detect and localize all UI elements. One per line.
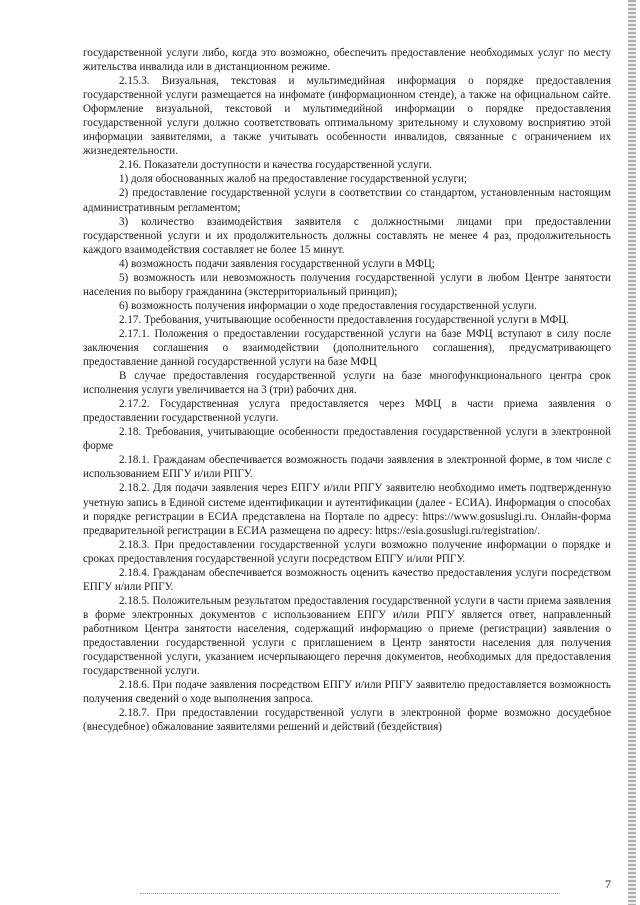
paragraph: 4) возможность подачи заявления государственной услуги в МФЦ; bbox=[119, 257, 435, 270]
paragraph: 2) предоставление государственной услуги в соответствии со стандартом, установленным настоящим административным регламентом; bbox=[83, 187, 611, 214]
paragraph: 2.18.5. Положительным результатом предоставления государственной услуги в части приема заявления в форме электронных документов с использованием ЕПГУ и/или РПГУ является ответ, направленный работником Центра занятости населения, содержащий информацию о приеме (регистрации) заявления о предоставлении государственной услуги с приглашением в Центр занятости населения для получения государственной услуги, указанием исчерпывающего перечня документов, необходимых для предоставления государственной услуги. bbox=[83, 594, 611, 678]
paragraph: 2.18.1. Гражданам обеспечивается возможность подачи заявления в электронной форме, в том числе с использованием ЕПГУ и/или РПГУ. bbox=[83, 454, 611, 481]
scan-edge-artifact bbox=[628, 0, 636, 905]
paragraph: 3) количество взаимодействия заявителя с должностными лицами при предоставлении государственной услуги и их продолжительность должны составлять не менее 4 раз, продолжительность каждого взаимодействия составляет не более 15 минут. bbox=[83, 215, 611, 256]
paragraph: 2.16. Показатели доступности и качества государственной услуги. bbox=[119, 159, 432, 172]
paragraph: 2.18.6. При подаче заявления посредством ЕПГУ и/или РПГУ заявителю предоставляется возможность получения сведений о ходе выполнения запроса. bbox=[83, 679, 611, 706]
paragraph: В случае предоставления государственной услуги на базе многофункционального центра срок исполнения услуги увеличивается на 3 (три) рабочих дня. bbox=[83, 370, 611, 397]
paragraph: 5) возможность или невозможность получения государственной услуги в любом Центре занятости населения по выбору гражданина (экстерриториальный принцип); bbox=[83, 271, 611, 298]
paragraph: 2.17.1. Положения о предоставлении государственной услуги на базе МФЦ вступают в силу после заключения соглашения о взаимодействии (дополнительного соглашения), предусматривающего предоставление данной государственной услуги на базе МФЦ bbox=[83, 327, 611, 369]
page-number: 7 bbox=[605, 877, 611, 891]
paragraph: 2.17. Требования, учитывающие особенности предоставления государственной услуги в МФЦ. bbox=[119, 313, 570, 326]
paragraph: 2.18.7. При предоставлении государственной услуги в электронной форме возможно досудебное (внесудебное) обжалование заявителями решений и действий (бездействия) bbox=[83, 707, 611, 734]
paragraph: 6) возможность получения информации о ходе предоставления государственной услуги. bbox=[119, 299, 537, 312]
paragraph: 2.17.2. Государственная услуга предоставляется через МФЦ в части приема заявления о предоставлении государственной услуги. bbox=[83, 398, 611, 425]
paragraph: 2.18.3. При предоставлении государственной услуги возможно получение информации о порядке и сроках предоставления государственной услуги посредством ЕПГУ и/или РПГУ. bbox=[83, 538, 611, 565]
paragraph: государственной услуги либо, когда это возможно, обеспечить предоставление необходимых услуг по месту жительства инвалида или в дистанционном режиме. bbox=[83, 47, 611, 74]
paragraph: 2.15.3. Визуальная, текстовая и мультимедийная информация о порядке предоставления государственной услуги размещается на инфомате (информационном стенде), а также на официальном сайте. Оформление визуальной, текстовой и мультимедийной информации о порядке предоставления государственной услуги должно соответствовать оптимальному зрительному и слуховому восприятию этой информации заявителями, а также учитывать особенности инвалидов, связанные с ограничением их жизнедеятельности. bbox=[83, 75, 611, 158]
paragraph: 1) доля обоснованных жалоб на предоставление государственной услуги; bbox=[119, 173, 468, 186]
body-text bbox=[83, 46, 611, 734]
paragraph: 2.18. Требования, учитывающие особенности предоставления государственной услуги в электронной форме bbox=[83, 426, 611, 453]
paragraph: 2.18.2. Для подачи заявления через ЕПГУ и/или РПГУ заявителю необходимо иметь подтвержденную учетную запись в Единой системе идентификации и аутентификации (далее - ЕСИА). Информация о способах и порядке регистрации в ЕСИА представлена на Портале по адресу: https://www.gosuslugi.ru. Онлайн-форма предварительной регистрации в ЕСИА размещена по адресу: https://esia.gosuslugi.ru/registration/. bbox=[83, 482, 611, 537]
scan-artifact-line bbox=[140, 893, 560, 895]
paragraph: 2.18.4. Гражданам обеспечивается возможность оценить качество предоставления услуги посредством ЕПГУ и/или РПГУ. bbox=[83, 566, 611, 593]
